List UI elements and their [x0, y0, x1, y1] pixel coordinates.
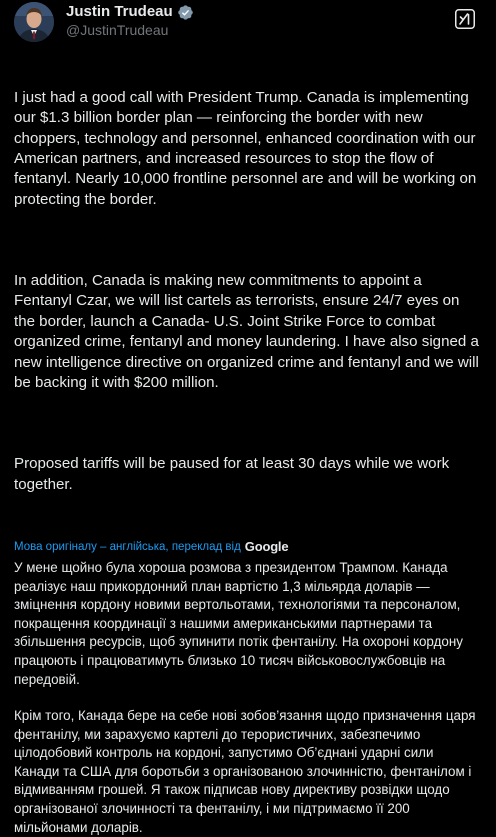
- author-name-row: [66, 3, 194, 21]
- post-paragraph: In addition, Canada is making new commitments to appoint a Fentanyl Czar, we will list cartels as terrorists, ensure 24/7 eyes on the border, launch a Canada- U.S. Joint Strike Force to combat organized crime, fentanyl and money laundering. I have also signed a new intelligence directive on organized crime and fentanyl and we will be backing it with $200 million.: [14, 272, 484, 392]
- profile-photo-icon: [14, 2, 54, 42]
- author-handle[interactable]: @JustinTrudeau: [66, 22, 169, 38]
- post-paragraph: I just had a good call with President Trump. Canada is implementing our $1.3 billion border plan — reinforcing the border with new choppers, technology and personnel, enhanced coordination with our American partners, and increased resources to stop the flow of fentanyl. Nearly 10,000 frontline personnel are and will be working on protecting the border.: [14, 88, 481, 208]
- avatar[interactable]: [14, 2, 54, 42]
- grok-button[interactable]: [450, 4, 480, 34]
- post-header: [14, 0, 480, 42]
- post-paragraph: Proposed tariffs will be paused for at least 30 days while we work together.: [14, 455, 454, 493]
- author-name[interactable]: Justin Trudeau: [66, 3, 173, 20]
- translation-note-text[interactable]: Мова оригіналу – англійська, переклад від: [14, 540, 241, 553]
- verified-badge-icon[interactable]: [177, 4, 194, 21]
- post-text: [14, 47, 484, 536]
- translation-note[interactable]: [14, 539, 480, 555]
- translated-text: [14, 559, 480, 837]
- google-logo: Google: [244, 538, 289, 554]
- author-names: [66, 3, 194, 39]
- translated-paragraph: Крім того, Канада бере на себе нові зобов’язання щодо призначення царя фентанілу, ми зарахуємо картелі до терористичних, забезпечимо цілодобовий контроль на кордоні, запустимо Об’єднані ударні сили Канади та США для боротьби з організованою злочинністю, фентанілом і відмиванням грошей. Я також підписав нову директиву розвідки щодо організованої злочинності та фентанілу, і ми підтримаємо її 200 мільйонами доларів.: [14, 708, 476, 835]
- translated-paragraph: У мене щойно була хороша розмова з президентом Трампом. Канада реалізує наш прикордонний план вартістю 1,3 мільярда доларів — зміцнення кордону новими вертольотами, технологіями та персоналом, покращення координації з нашими американськими партнерами та збільшення ресурсів, щоб зупинити потік фентанілу. На охороні кордону працюють і працюватимуть близько 10 тисяч військовослужбовців на передовій.: [14, 559, 463, 687]
- grok-icon: [455, 9, 475, 29]
